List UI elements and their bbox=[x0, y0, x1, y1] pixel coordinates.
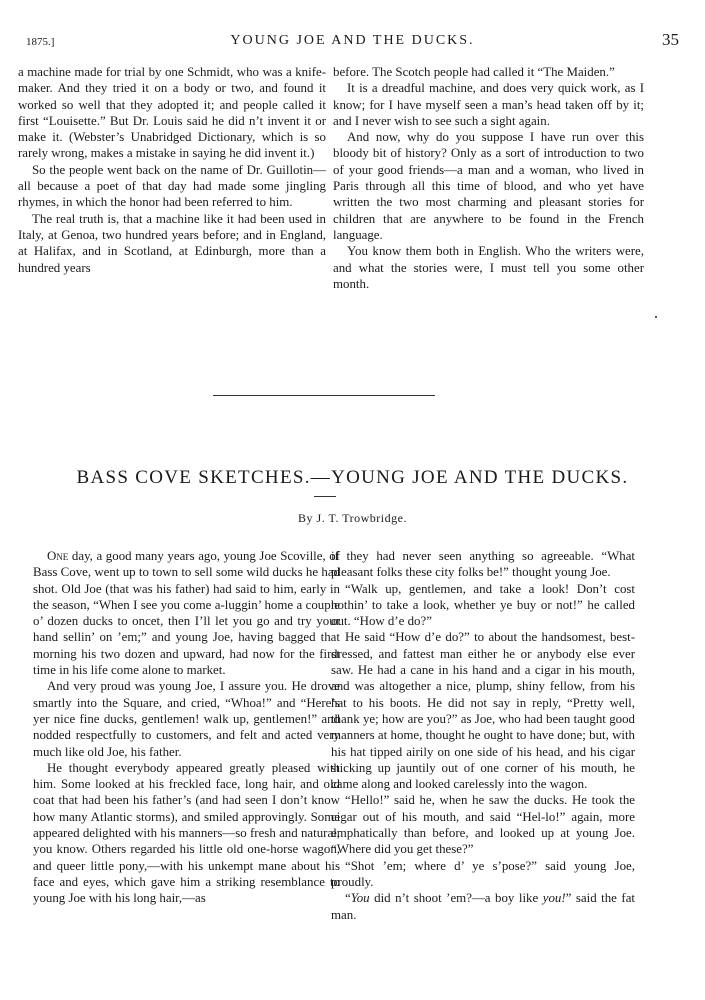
running-head bbox=[26, 28, 679, 52]
margin-mark bbox=[655, 316, 657, 318]
paragraph: “You did n’t shoot ’em?—a boy like you!” said the fat man. bbox=[331, 891, 636, 922]
paragraph: And very proud was young Joe, I assure you. He drove smartly into the Square, and cried, “Whoa!” and “Here’s yer nice fine ducks, gentlemen! walk up, gentlemen!” and nodded respectfully to customers, and felt and acted very much like old Joe, his father. bbox=[33, 679, 340, 759]
paragraph: The real truth is, that a machine like it had been used in Italy, at Genoa, two hundred years before; and in England, at Halifax, and in Scotland, at Edinburgh, more than a hundred years bbox=[18, 211, 326, 275]
byline: By J. T. Trowbridge. bbox=[298, 511, 407, 525]
paragraph: “Shot ’em; where d’ ye s’pose?” said young Joe, proudly. bbox=[331, 858, 635, 889]
paragraph: “Walk up, gentlemen, and take a look! Don’t cost nothin’ to take a look, whether ye buy or not!” he called out. “How d’e do?” bbox=[331, 581, 635, 629]
paragraph: He thought everybody appeared greatly pleased with him. Some looked at his freckled face, long hair, and old coat that had been his father’s (and had seen I don’t know how many Atlantic storms), and smiled approvingly. Some appeared delighted with his manners—so fresh and natural, you know. Others regarded his little old one-horse wagon, and queer little pony,—with his unkempt mane about his face and eyes, which gave him a striking resemblance to young Joe with his long hair,—as bbox=[33, 760, 340, 906]
paragraph: So the people went back on the name of Dr. Guillotin—all because a poet of that day had made some jingling rhymes, in which the honor had been referred to him. bbox=[18, 162, 326, 210]
paragraph: He said “How d’e do?” to about the handsomest, best-dressed, and fattest man either he or anybody else ever saw. He had a cane in his hand and a cigar in his mouth, and was altogether a nice, plump, shiny fellow, from his hat to his boots. He did not say in reply, “Pretty well, thank ye; how are you?” as Joe, who had been taught good manners at home, thought he ought to have done; but, with his hat tipped airily on one side of his head, and his cigar sticking up jauntily out of one corner of his mouth, he came along and looked carelessly into the wagon. bbox=[331, 630, 635, 792]
top-left-column bbox=[18, 64, 326, 276]
paragraph: if they had never seen anything so agreeable. “What pleasant folks these city folks be!” thought young Joe. bbox=[331, 549, 635, 580]
top-right-column bbox=[333, 64, 644, 292]
italic-you-2: you! bbox=[542, 891, 566, 906]
page-number: 35 bbox=[662, 30, 679, 49]
paragraph: “Hello!” said he, when he saw the ducks. He took the cigar out of his mouth, and said “Hel-lo!” again, more emphatically than before, and looked up at young Joe. “Where did you get these?” bbox=[331, 793, 635, 857]
bottom-right-column bbox=[331, 548, 635, 923]
paragraph: a machine made for trial by one Schmidt, who was a knife-maker. And they tried it on a body or two, and found it worked so well that they adopted it; and people called it first “Louisette.” But Dr. Louis said he did n’t invent it or make it. (Webster’s Unabridged Dictionary, which is so rarely wrong, makes a mistake in saying he did invent it.) bbox=[18, 65, 326, 161]
article-title: BASS COVE SKETCHES.—YOUNG JOE AND THE DUCKS. bbox=[76, 467, 629, 488]
paragraph: It is a dreadful machine, and does very quick work, as I know; for I have myself seen a man’s head taken off by it; and I never wish to see such a sight again. bbox=[333, 81, 644, 128]
paragraph: before. The Scotch people had called it “The Maiden.” bbox=[333, 65, 615, 79]
italic-you: You bbox=[350, 891, 370, 906]
lead-word: One bbox=[47, 549, 69, 563]
paragraph: You know them both in English. Who the writers were, and what the stories were, I must tell you some other month. bbox=[333, 244, 644, 291]
paragraph: And now, why do you suppose I have run over this bloody bit of history? Only as a sort of introduction to two of your good friends—a man and a woman, who lived in Paris through all this time of blood, and who yet have written the two most charming and pleasant stories for children that are anywhere to be found in the French language. bbox=[333, 130, 644, 242]
title-rule bbox=[314, 496, 336, 497]
running-head-title: YOUNG JOE AND THE DUCKS. bbox=[230, 33, 475, 48]
running-head-year: 1875.] bbox=[26, 36, 55, 48]
section-divider bbox=[213, 395, 435, 396]
bottom-left-column bbox=[33, 548, 340, 907]
paragraph: One day, a good many years ago, young Joe Scoville, of Bass Cove, went up to town to sell some wild ducks he had shot. Old Joe (that was his father) had said to him, early in the season, “When I see you come a-luggin’ home a couple o’ dozen ducks to oncet, then I’ll let you go and try your hand sellin’ on ’em;” and young Joe, having bagged that morning his two dozen and upward, had now for the first time in his life come alone to market. bbox=[33, 549, 340, 678]
